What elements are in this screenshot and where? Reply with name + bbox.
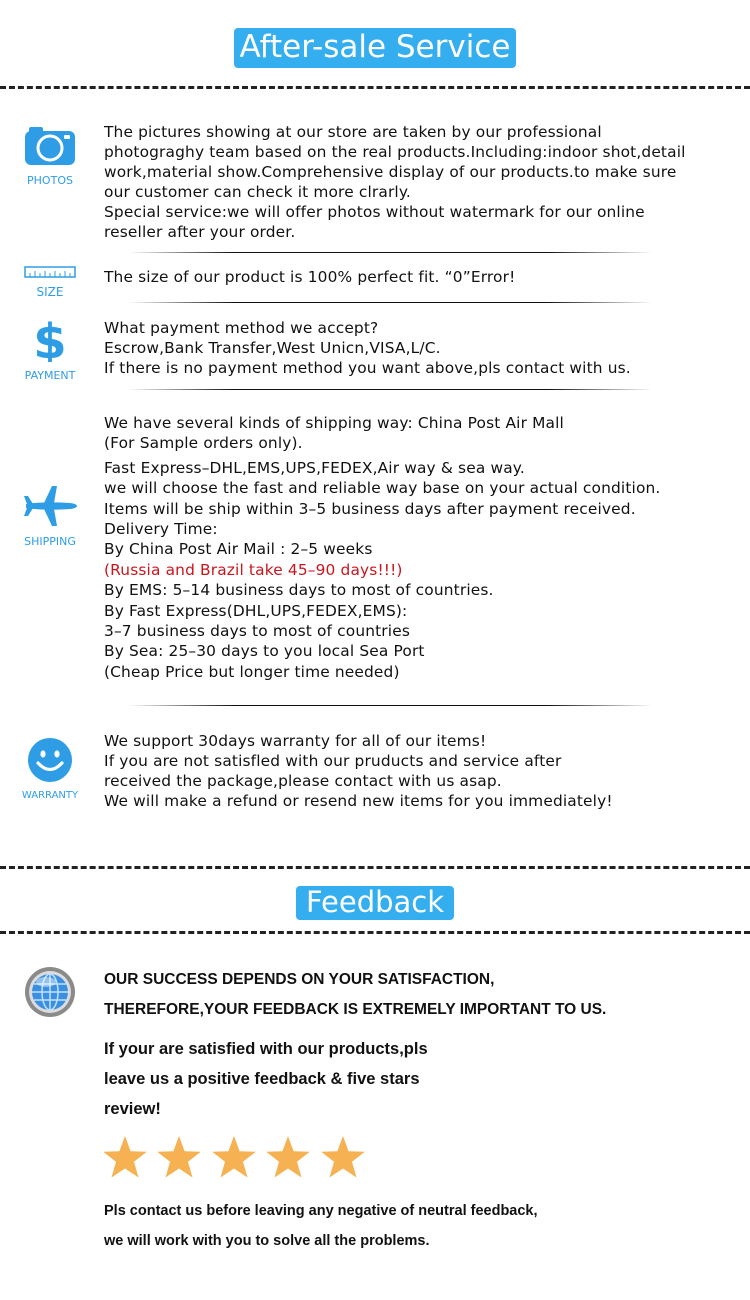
svg-text:$: $: [33, 316, 67, 362]
shipping-line: we will choose the fast and reliable way base on your actual condition.: [104, 479, 661, 498]
feedback-title: Feedback: [296, 886, 454, 920]
warranty-section-icon: [20, 737, 80, 801]
payment-line: If there is no payment method you want above,pls contact with us.: [104, 359, 631, 377]
feedback-note-1: Pls contact us before leaving any negative of neutral feedback,: [104, 1203, 538, 1219]
shipping-line: By China Post Air Mail : 2–5 weeks: [104, 540, 373, 559]
shipping-line: Delivery Time:: [104, 520, 218, 539]
shipping-line: We have several kinds of shipping way: China Post Air Mall: [104, 414, 564, 432]
section-divider: [128, 705, 653, 706]
feedback-note-2: we will work with you to solve all the problems.: [104, 1233, 430, 1249]
shipping-line: By EMS: 5–14 business days to most of countries.: [104, 581, 494, 600]
payment-caption: PAYMENT: [24, 369, 76, 382]
shipping-section-icon: [20, 484, 80, 548]
dashed-divider-top: [0, 86, 750, 89]
size-text: The size of our product is 100% perfect fit. “0”Error!: [104, 268, 516, 286]
shipping-line: (Cheap Price but longer time needed): [104, 662, 400, 681]
section-divider: [128, 252, 653, 253]
photos-text: [104, 122, 724, 242]
photos-line: work,material show.Comprehensive display of our products.to make sure: [104, 163, 677, 181]
star-icon: [265, 1135, 311, 1181]
warranty-line: We support 30days warranty for all of our items!: [104, 732, 487, 750]
warranty-caption: WARRANTY: [21, 790, 79, 801]
payment-section-icon: [20, 316, 80, 382]
shipping-line: Items will be ship within 3–5 business days after payment received.: [104, 499, 636, 518]
photos-caption: PHOTOS: [27, 174, 73, 187]
star-icon: [156, 1135, 202, 1181]
feedback-banner: [0, 886, 750, 920]
shipping-line: By Fast Express(DHL,UPS,FEDEX,EMS):: [104, 601, 408, 620]
feedback-ask-2: leave us a positive feedback & five stars: [104, 1070, 420, 1088]
after-sale-service-title: After-sale Service: [234, 28, 517, 68]
five-star-rating: [102, 1135, 370, 1186]
shipping-line: Fast Express–DHL,EMS,UPS,FEDEX,Air way & sea way.: [104, 458, 525, 477]
payment-line: Escrow,Bank Transfer,West Unicn,VISA,L/C.: [104, 339, 441, 357]
feedback-headline-2: THEREFORE,YOUR FEEDBACK IS EXTREMELY IMPORTANT TO US.: [104, 1001, 607, 1018]
section-divider: [128, 302, 653, 303]
photos-section-icon: [20, 125, 80, 187]
photos-line: photograghy team based on the real products.Including:indoor shot,detail: [104, 143, 686, 161]
size-section-icon: [20, 265, 80, 299]
size-caption: SIZE: [36, 285, 64, 299]
shipping-text: [104, 413, 724, 682]
payment-line: What payment method we accept?: [104, 319, 379, 337]
smiley-icon: [27, 737, 73, 783]
photos-line: our customer can check it more clrarly.: [104, 183, 411, 201]
warranty-line: If you are not satisfled with our pruducts and service after: [104, 752, 562, 770]
star-icon: [102, 1135, 148, 1181]
dashed-divider-feedback-bottom: [0, 931, 750, 934]
size-text-block: [104, 267, 724, 287]
dollar-icon: [28, 316, 72, 362]
feedback-ask-3: review!: [104, 1100, 161, 1118]
warranty-line: received the package,please contact with us asap.: [104, 772, 502, 790]
globe-icon-wrap: [24, 966, 76, 1023]
shipping-line: (For Sample orders only).: [104, 434, 303, 453]
shipping-caption: SHIPPING: [24, 535, 76, 548]
warranty-line: We will make a refund or resend new items for you immediately!: [104, 792, 613, 810]
globe-icon: [24, 966, 76, 1018]
shipping-warning-line: (Russia and Brazil take 45–90 days!!!): [104, 560, 403, 579]
ruler-icon: [23, 265, 77, 279]
feedback-headline-1: OUR SUCCESS DEPENDS ON YOUR SATISFACTION,: [104, 971, 495, 988]
star-icon: [211, 1135, 257, 1181]
photos-line: Special service:we will offer photos without watermark for our online: [104, 203, 645, 221]
shipping-line: By Sea: 25–30 days to you local Sea Port: [104, 642, 425, 661]
payment-text: [104, 318, 724, 378]
airplane-icon: [22, 484, 78, 528]
section-divider: [128, 389, 653, 390]
dashed-divider-feedback-top: [0, 866, 750, 869]
star-icon: [320, 1135, 366, 1181]
warranty-text: [104, 731, 724, 811]
photos-line: The pictures showing at our store are taken by our professional: [104, 123, 602, 141]
camera-icon: [23, 125, 77, 167]
photos-line: reseller after your order.: [104, 223, 296, 241]
feedback-ask-1: If your are satisfied with our products,pls: [104, 1040, 428, 1058]
shipping-line: 3–7 business days to most of countries: [104, 622, 410, 641]
after-sale-service-banner: [0, 28, 750, 68]
